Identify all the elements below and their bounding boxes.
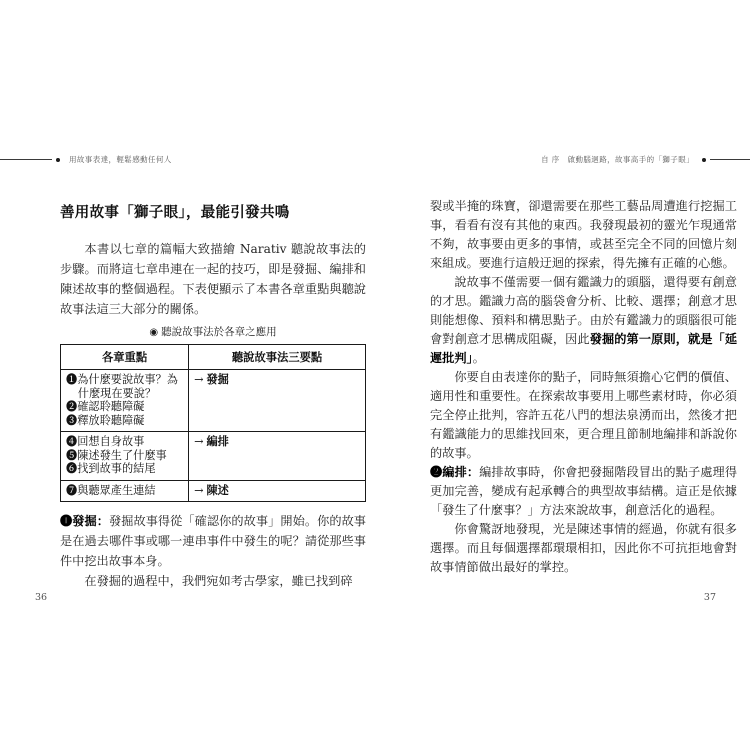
section-heading: 善用故事「獅子眼」，最能引發共鳴 <box>60 204 290 221</box>
arrow-icon: → <box>194 435 204 448</box>
table-row-craft <box>61 432 366 481</box>
paragraph-text: 說故事不僅需要一個有鑑識力的頭腦，還得要有創意的才思。鑑識力高的腦袋會分析、比較、選擇；創意才思則能想像、預料和構思點子。由於有鑑識力的頭腦很可能會對創意才思構成阻礙，因此 <box>430 275 737 346</box>
page-number-right: 37 <box>703 592 716 603</box>
paragraph-free-expression: 你要自由表達你的點子，同時無須擔心它們的價值、適用性和重要性。在探索故事要用上哪些素材時，你必須完全停止批判，容許五花八門的想法泉湧而出，然後才把有鑑識能力的思維找回來，更合理且節制地編排和訴說你的故事。 <box>430 370 737 460</box>
running-head-right-text: 自 序 啟動腦迴路，故事高手的「獅子眼」 <box>541 155 694 164</box>
chapters-method-table <box>60 344 366 502</box>
left-page <box>60 204 366 591</box>
method-label: 編排 <box>206 434 229 448</box>
header-rule-right <box>710 159 750 160</box>
table-row-present <box>61 480 366 502</box>
discover-paragraph <box>60 511 366 571</box>
cell-chapter-points <box>61 432 189 481</box>
paragraph-continued: 裂或半掩的珠寶，卻還需要在那些工藝品周遭進行挖掘工事，看看有沒有其他的東西。我發現最初的靈光乍現通常不夠，故事要由更多的事情，或甚至完全不同的回憶片刻來組成。要進行這般迂迴的探索，得先擁有正確的心態。 <box>430 199 737 270</box>
discover-text: 發掘故事得從「確認你的故事」開始。你的故事是在過去哪件事或哪一連串事件中發生的呢？請從那些事件中挖出故事本身。 <box>60 514 366 568</box>
col-header-chapter-points: 各章重點 <box>61 345 189 370</box>
paragraph-text: 。 <box>472 351 485 365</box>
right-page <box>430 197 737 577</box>
table-row-discover <box>61 370 366 432</box>
cell-chapter-points <box>61 480 189 502</box>
first-principle-bold: 發掘的第一原則，就是「延遲批判」 <box>430 332 738 365</box>
arrow-icon: → <box>194 483 204 497</box>
closing-paragraph: 在發掘的過程中，我們宛如考古學家，雖已找到碎 <box>84 574 353 588</box>
method-label: 發掘 <box>206 372 229 386</box>
header-bullet-icon <box>702 158 706 162</box>
arrow-icon: → <box>194 373 204 386</box>
running-head-right <box>541 154 750 165</box>
craft-paragraph <box>430 463 737 520</box>
running-head-left-text: 用故事表達，輕鬆感動任何人 <box>69 155 172 164</box>
header-rule-left <box>0 159 52 160</box>
page-number-left: 36 <box>35 592 48 603</box>
method-label: 陳述 <box>206 482 229 497</box>
chapter-point: ❹回想自身故事 <box>66 435 145 448</box>
table-caption-text: 聽說故事法於各章之應用 <box>161 326 277 338</box>
chapter-point: ❶為什麼要說故事？為什麼現在要說？ <box>66 373 178 400</box>
paragraph-mindset <box>430 273 737 368</box>
table-caption <box>60 326 366 339</box>
discover-lead: ❶發掘： <box>60 514 109 528</box>
cell-chapter-points <box>61 370 189 432</box>
table-header-row <box>61 345 366 370</box>
intro-paragraph: 本書以七章的篇幅大致描繪 Narativ 聽說故事法的步驟。而將這七章串連在一起的技巧，即是發掘、編排和陳述故事的整個過程。下表便顯示了本書各章重點與聽說故事法這三大部分的關係。 <box>60 242 366 316</box>
header-bullet-icon <box>56 158 60 162</box>
craft-lead: ❷編排： <box>430 465 480 479</box>
running-head-left <box>0 154 172 165</box>
cell-method <box>189 370 366 432</box>
chapter-point: ❻找到故事的結尾 <box>66 462 156 475</box>
cell-method <box>189 432 366 481</box>
table-caption-circle-icon: ◉ <box>149 327 159 338</box>
chapter-point: ❺陳述發生了什麼事 <box>66 448 167 462</box>
chapter-point: ❸釋放聆聽障礙 <box>66 413 145 427</box>
chapter-point: ❼與聽眾產生連結 <box>66 483 156 497</box>
cell-method <box>189 480 366 502</box>
paragraph-choices: 你會驚訝地發現，光是陳述事情的經過，你就有很多選擇。而且每個選擇都環環相扣，因此你不可抗拒地會對故事情節做出最好的掌控。 <box>430 522 737 574</box>
chapter-point: ❷確認聆聽障礙 <box>66 400 145 413</box>
craft-text: 編排故事時，你會把發掘階段冒出的點子處理得更加完善，變成有起承轉合的典型故事結構。這正是依據「發生了什麼事？」方法來說故事，創意活化的過程。 <box>430 465 738 517</box>
col-header-method-points: 聽說故事法三要點 <box>189 345 366 370</box>
